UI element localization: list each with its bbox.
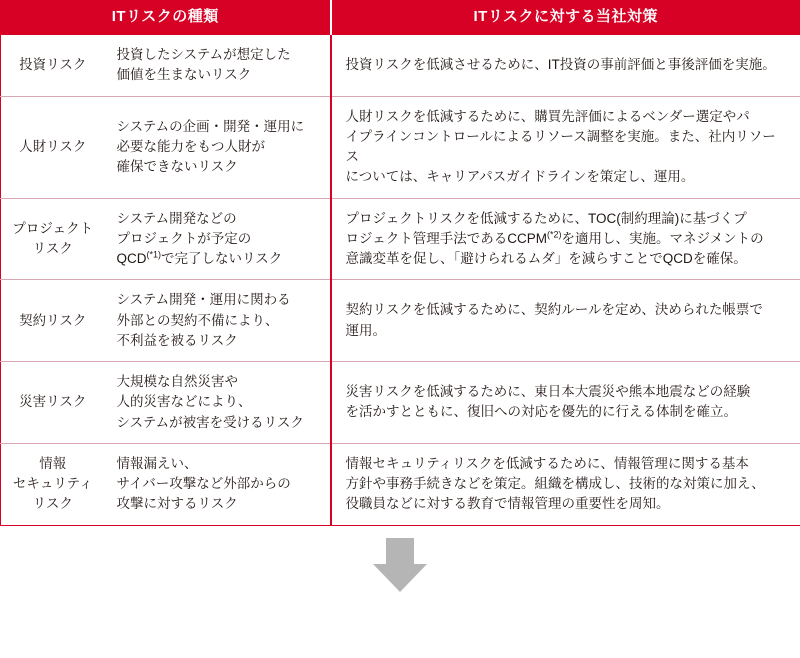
table-row (1, 443, 800, 525)
risk-description: 投資したシステムが想定した 価値を生まないリスク (105, 35, 331, 97)
table-row (1, 35, 800, 97)
down-arrow-icon (373, 538, 427, 592)
table-row (1, 96, 800, 198)
table-header-row (1, 1, 800, 35)
down-arrow-shaft (386, 538, 414, 564)
risk-category: 契約リスク (1, 280, 105, 362)
risk-category: 情報 セキュリティ リスク (1, 443, 105, 525)
risk-description: 情報漏えい、 サイバー攻撃など外部からの 攻撃に対するリスク (105, 443, 331, 525)
table-row (1, 362, 800, 444)
down-arrow-head (373, 564, 427, 592)
table-row (1, 280, 800, 362)
risk-category: 人財リスク (1, 96, 105, 198)
risk-measure: 災害リスクを低減するために、東日本大震災や熊本地震などの経験 を活かすとともに、復旧への対応を優先的に行える体制を確立。 (331, 362, 800, 444)
risk-category: 投資リスク (1, 35, 105, 97)
risk-measure: 契約リスクを低減するために、契約ルールを定め、決められた帳票で 運用。 (331, 280, 800, 362)
risk-measure: 人財リスクを低減するために、購買先評価によるベンダー選定やパ イプラインコントロールによるリソース調整を実施。また、社内リソース については、キャリアパスガイドラインを策定し、運用。 (331, 96, 800, 198)
risk-description: システム開発・運用に関わる 外部との契約不備により、 不利益を被るリスク (105, 280, 331, 362)
column-header-measures: ITリスクに対する当社対策 (331, 1, 800, 35)
risk-category: 災害リスク (1, 362, 105, 444)
column-header-risk-type: ITリスクの種類 (1, 1, 331, 35)
risk-measure: 情報セキュリティリスクを低減するために、情報管理に関する基本 方針や事務手続きなどを策定。組織を構成し、技術的な対策に加え、 役職員などに対する教育で情報管理の重要性を周知。 (331, 443, 800, 525)
risk-description: 大規模な自然災害や 人的災害などにより、 システムが被害を受けるリスク (105, 362, 331, 444)
risk-measure: プロジェクトリスクを低減するために、TOC(制約理論)に基づくプ ロジェクト管理手法である$CCPM^{(*2)}$を適用し、実施。マネジメントの 意識変革を促し、「避けられるムダ」を減らすことでQCDを確保。 (331, 198, 800, 280)
risk-description: システム開発などの プロジェクトが予定の $QCD^{(*1)}$で完了しないリスク (105, 198, 331, 280)
table-header (1, 1, 800, 35)
table-row (1, 198, 800, 280)
table-body (1, 35, 800, 526)
risk-category: プロジェクト リスク (1, 198, 105, 280)
risk-description: システムの企画・開発・運用に 必要な能力をもつ人財が 確保できないリスク (105, 96, 331, 198)
flow-arrow-container (0, 526, 800, 592)
risk-measure: 投資リスクを低減させるために、IT投資の事前評価と事後評価を実施。 (331, 35, 800, 97)
